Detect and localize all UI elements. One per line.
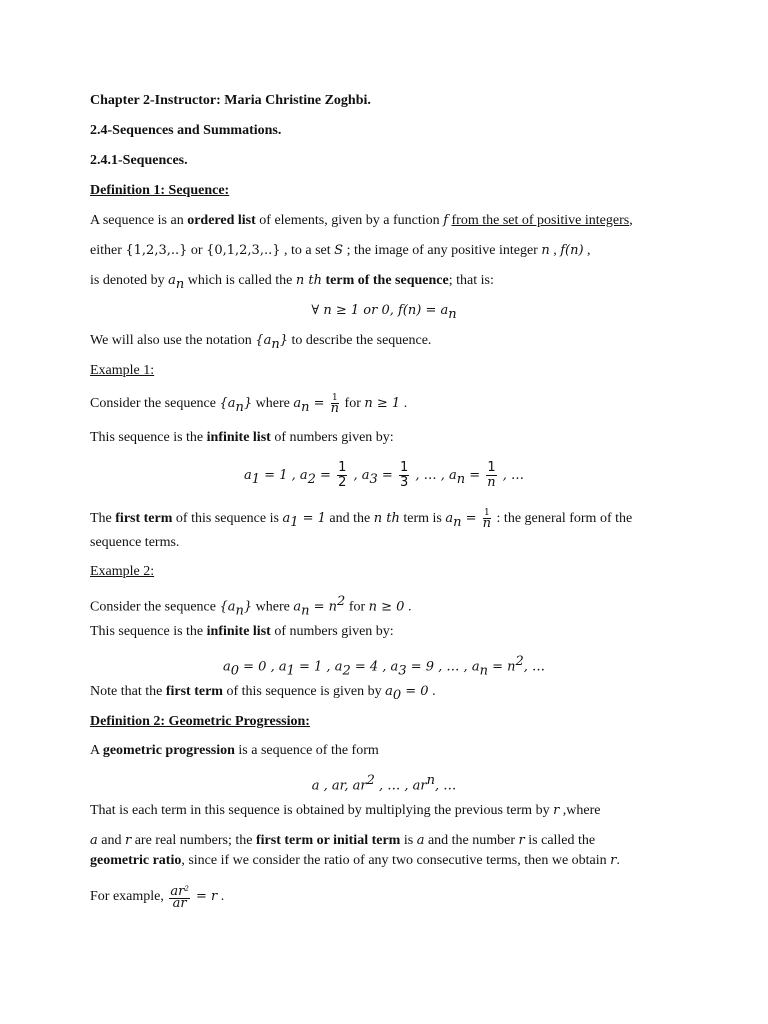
subsection-title: 2.4.1-Sequences.: [90, 153, 188, 168]
fraction: $\frac{1}{n}$: [487, 460, 496, 491]
example-2-note: Note that the first term of this sequence is given by $a_0 = 0$ .: [90, 684, 436, 703]
definition-1-line-1: A sequence is an ordered list of elements, given by a function f from the set of positive integers,: [90, 213, 633, 228]
definition-1-heading: Definition 1: Sequence:: [90, 183, 230, 198]
definition-1-line-3: is denoted by $a_n$ which is called the n th term of the sequence; that is:: [90, 273, 494, 292]
definition-2-real-numbers: a and r are real numbers; the first term or initial term is a and the number r is called the: [90, 833, 596, 848]
example-2-statement: Consider the sequence $\{a_n\}$ where $a_n = n^2$ for n ≥ 0 .: [90, 594, 412, 619]
example-1-first-term-cont: sequence terms.: [90, 535, 180, 550]
fraction: $\frac{1}{3}$: [399, 460, 409, 491]
definition-2-intro: A geometric progression is a sequence of the form: [90, 743, 379, 758]
example-1-first-term: The first term of this sequence is $a_1 = 1$ and the n th term is $a_n$ = $\frac{1}{n}$ : the general form of the: [90, 508, 633, 532]
fraction: $\frac{1}{n}$: [330, 393, 340, 417]
notation-line: We will also use the notation $\{a_n\}$ to describe the sequence.: [90, 333, 432, 352]
definition-1-line-2: either {1,2,3,..} or {0,1,2,3,..} , to a set S ; the image of any positive integer n , f(n) ,: [90, 243, 591, 258]
example-2-list-formula: $a_0 = 0$ , $a_1 = 1$ , $a_2 = 4$ , $a_3 = 9$ , … , $a_n = n^2$, …: [222, 654, 546, 679]
example-1-infinite-line: This sequence is the infinite list of numbers given by:: [90, 430, 394, 445]
definition-2-explanation: That is each term in this sequence is obtained by multiplying the previous term by r ,where: [90, 803, 601, 818]
definition-2-heading: Definition 2: Geometric Progression:: [90, 714, 310, 729]
example-1-list-formula: $a_1 = 1$ , $a_2$ = $\frac{1}{2}$ , $a_3$ = $\frac{1}{3}$ , … , $a_n$ = $\frac{1}{n}$ , …: [243, 460, 525, 491]
example-1-heading: Example 1:: [90, 363, 155, 378]
sequence-definition-formula: ∀ n ≥ 1 or 0, $f(n) = a_n$: [311, 303, 457, 322]
example-1-statement: Consider the sequence $\{a_n\}$ where $a_n$ = $\frac{1}{n}$ for n ≥ 1 .: [90, 393, 408, 417]
geometric-form-formula: a , ar, $ar^2$ , … , $ar^n$, …: [311, 773, 457, 794]
chapter-title: Chapter 2-Instructor: Maria Christine Zoghbi.: [90, 93, 371, 108]
fraction: $\frac{ar^2}{ar}$: [170, 884, 189, 912]
definition-2-example: For example, $\frac{ar^2}{ar}$ = r .: [90, 884, 225, 912]
fraction: $\frac{1}{n}$: [482, 508, 492, 532]
example-2-heading: Example 2:: [90, 564, 155, 579]
fraction: $\frac{1}{2}$: [338, 460, 347, 491]
section-title: 2.4-Sequences and Summations.: [90, 123, 282, 138]
example-2-infinite-line: This sequence is the infinite list of numbers given by:: [90, 624, 394, 639]
definition-2-ratio: geometric ratio, since if we consider the ratio of any two consecutive terms, then we obtain r.: [90, 853, 620, 868]
